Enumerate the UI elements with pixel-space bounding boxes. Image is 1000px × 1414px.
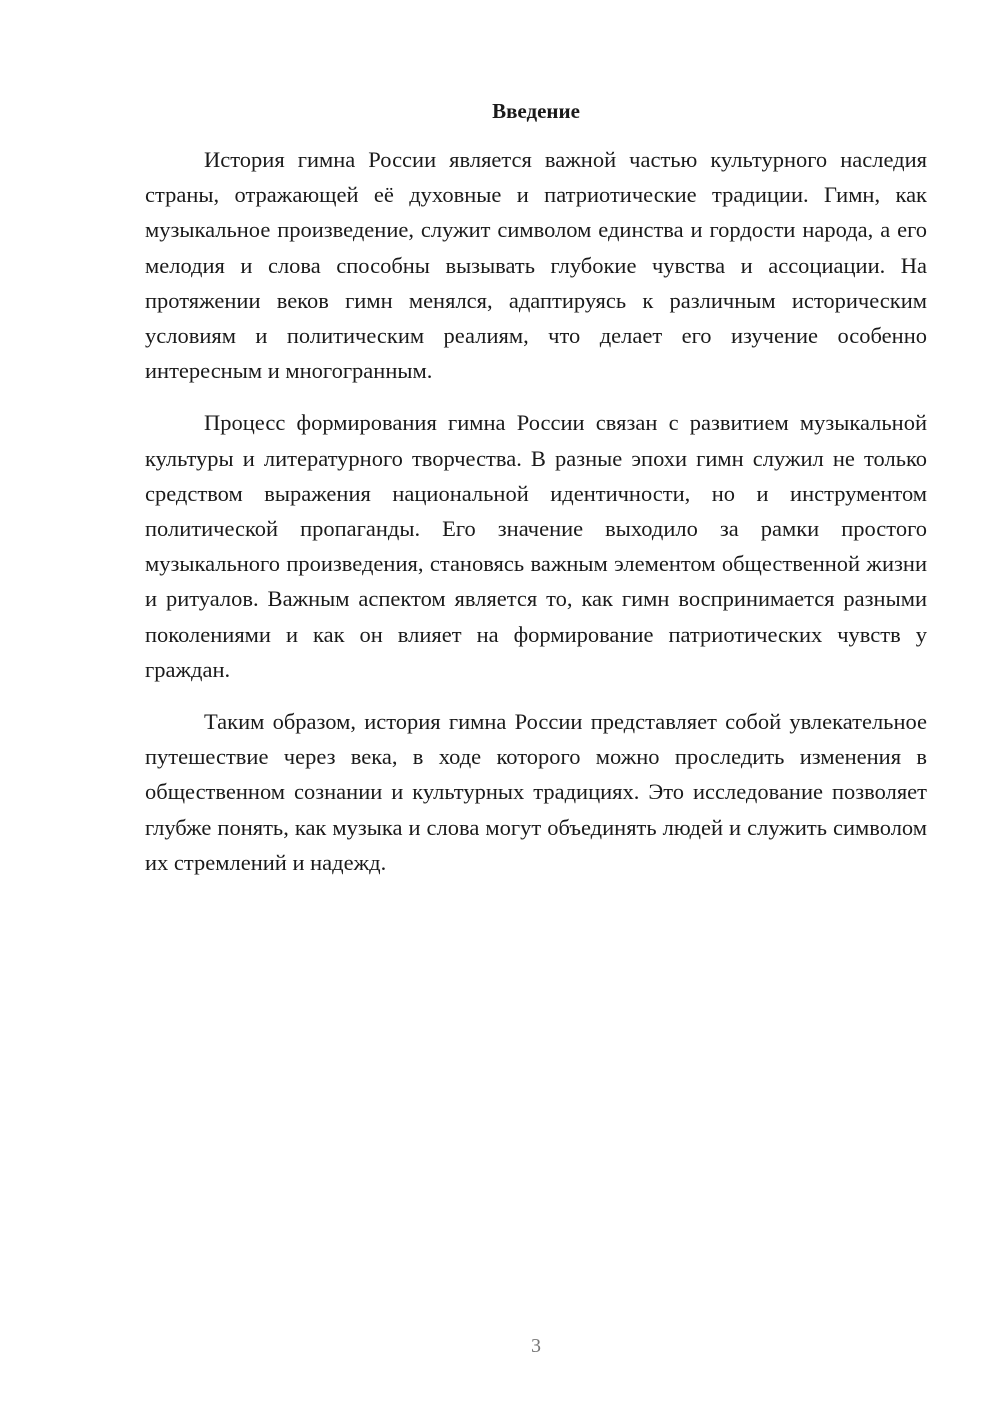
paragraph-3: Таким образом, история гимна России представляет собой увлекательное путешествие через века, в ходе которого можно проследить изменения в общественном сознании и культурных традициях. Это исследование позволяет глубже понять, как музыка и слова могут объединять людей и служить символом их стремлений и надежд. [145, 709, 927, 875]
body-text [145, 142, 927, 897]
section-title: Введение [492, 99, 580, 123]
paragraph-2: Процесс формирования гимна России связан с развитием музыкальной культуры и литературного творчества. В разные эпохи гимн служил не только средством выражения национальной идентичности, но и инструментом политической пропаганды. Его значение выходило за рамки простого музыкального произведения, становясь важным элементом общественной жизни и ритуалов. Важным аспектом является то, как гимн воспринимается разными поколениями и как он влияет на формирование патриотических чувств у граждан. [145, 410, 927, 682]
paragraph-1: История гимна России является важной частью культурного наследия страны, отражающей её духовные и патриотические традиции. Гимн, как музыкальное произведение, служит символом единства и гордости народа, а его мелодия и слова способны вызывать глубокие чувства и ассоциации. На протяжении веков гимн менялся, адаптируясь к различным историческим условиям и политическим реалиям, что делает его изучение особенно интересным и многогранным. [145, 147, 927, 384]
page-number: 3 [531, 1335, 541, 1357]
